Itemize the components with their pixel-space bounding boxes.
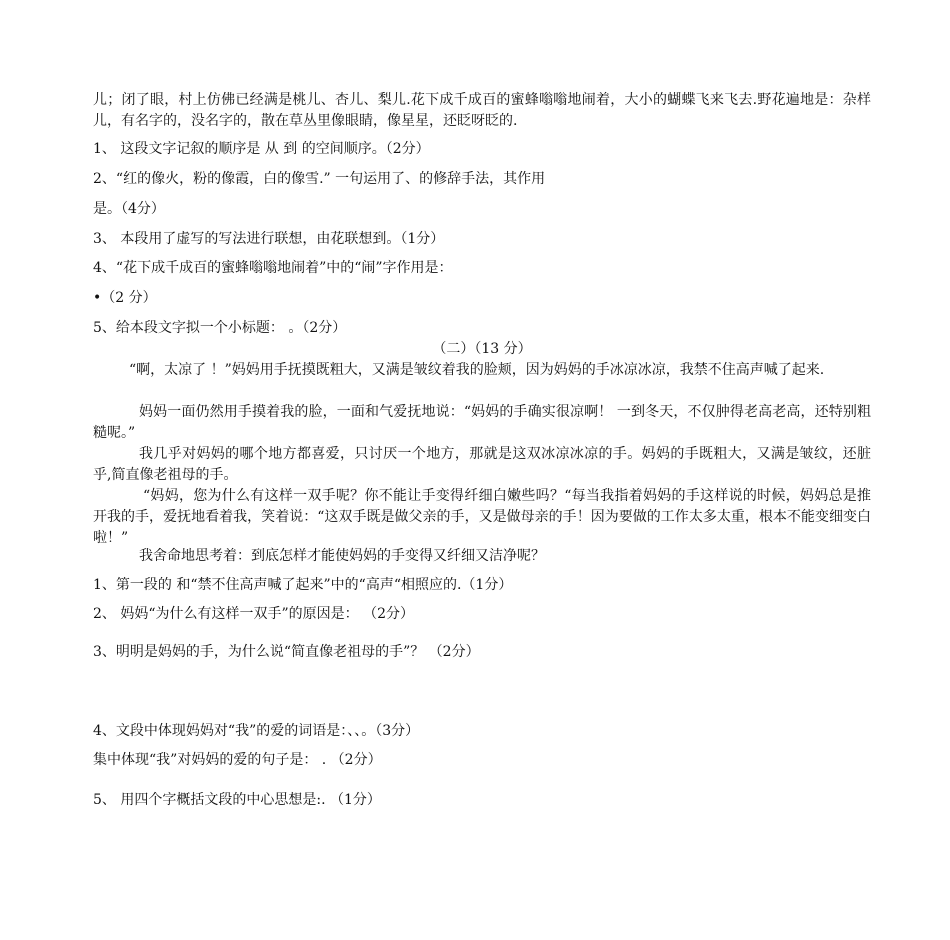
passage-two-paragraph-5: 我舍命地思考着：到底怎样才能使妈妈的手变得又纤细又洁净呢？ <box>139 548 545 564</box>
question-1-4-score: •（2 分） <box>93 290 157 306</box>
passage-two-paragraph-3: 我几乎对妈妈的哪个地方都喜爱，只讨厌一个地方，那就是这双冰凉冰凉的手。妈妈的手既粗大，又满是皱纹，还脏乎,简直像老祖母的手。 <box>93 446 871 483</box>
question-1-2: 2、“红的像火，粉的像霞，白的像雪.” 一句运用了、的修辞手法，其作用 <box>93 171 546 187</box>
question-1-5: 5、给本段文字拟一个小标题： 。（2分） <box>93 320 347 336</box>
question-2-3: 3、明明是妈妈的手，为什么说“简直像老祖母的手”？ （2分） <box>93 644 480 660</box>
question-1-3: 3、 本段用了虚写的写法进行联想，由花联想到。（1分） <box>93 231 445 247</box>
section-two-heading: （二）（13 分） <box>432 341 532 357</box>
question-2-2: 2、 妈妈“为什么有这样一双手”的原因是： （2分） <box>93 606 415 622</box>
question-1-2-continued: 是。（4分） <box>93 201 165 217</box>
question-2-5: 5、 用四个字概括文段的中心思想是:. （1分） <box>93 792 381 808</box>
passage-two-paragraph-1: “啊，太凉了 ！”妈妈用手抚摸既粗大，又满是皱纹着我的脸颊，因为妈妈的手冰凉冰凉，我禁不住高声喊了起来. <box>129 362 825 378</box>
question-2-1: 1、第一段的 和“禁不住高声喊了起来”中的“高声“相照应的.（1分） <box>93 577 513 593</box>
passage-two-paragraph-2: 妈妈一面仍然用手摸着我的脸，一面和气爱抚地说：“妈妈的手确实很凉啊！ 一到冬天，不仅肿得老高老高，还特别粗糙呢。” <box>93 404 871 441</box>
passage-two-paragraph-4: “妈妈，您为什么有这样一双手呢？你不能让手变得纤细白嫩些吗？“每当我指着妈妈的手这样说的时候，妈妈总是推开我的手，爱抚地看着我，笑着说：“这双手既是做父亲的手，又是做母亲的手！因为要做的工作太多太重，根本不能变细变白啦！” <box>93 488 871 546</box>
question-2-4: 4、文段中体现妈妈对“我”的爱的词语是：、、。（3分） <box>93 723 420 739</box>
passage-one-text: 儿；闭了眼，村上仿佛已经满是桃儿、杏儿、梨儿.花下成千成百的蜜蜂嗡嗡地闹着，大小的蝴蝶飞来飞去.野花遍地是：杂样儿，有名字的，没名字的，散在草丛里像眼睛，像星星，还眨呀眨的. <box>93 92 871 129</box>
question-1-4: 4、“花下成千成百的蜜蜂嗡嗡地闹着”中的“闹”字作用是： <box>93 260 453 276</box>
question-2-4-sentence: 集中体现“我”对妈妈的爱的句子是： . （2分） <box>93 752 382 768</box>
question-1-1: 1、 这段文字记叙的顺序是 从 到 的空间顺序。（2分） <box>93 141 430 157</box>
